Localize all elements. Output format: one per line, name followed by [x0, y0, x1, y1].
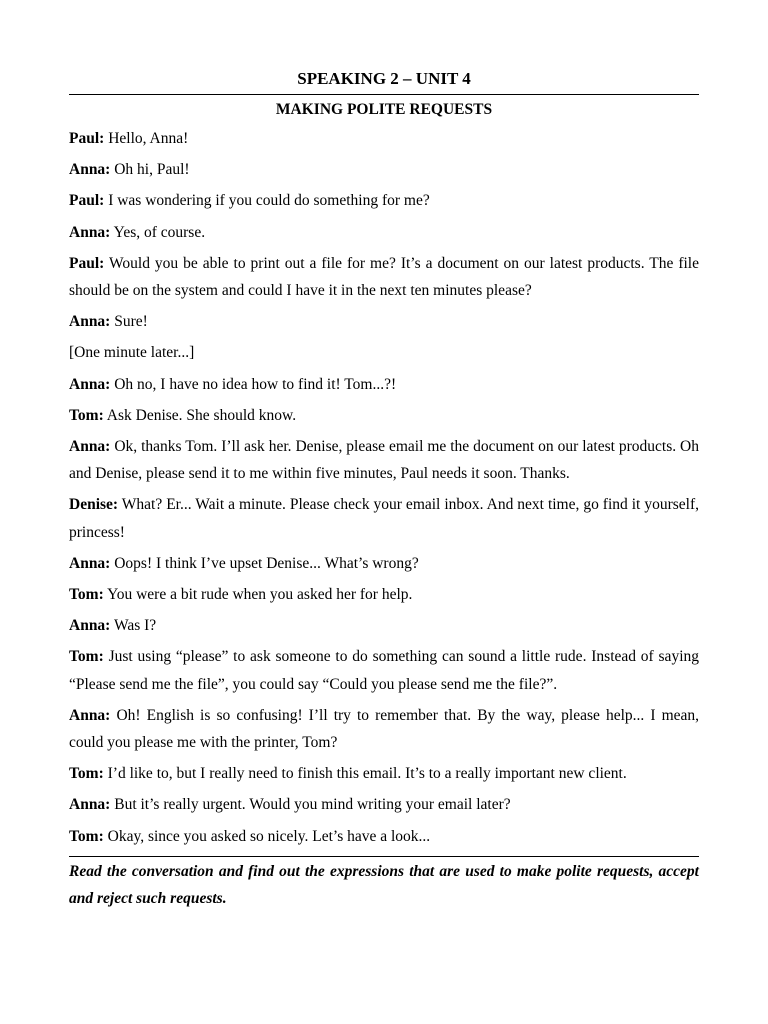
- document-subtitle: MAKING POLITE REQUESTS: [275, 101, 493, 118]
- line-text: Hello, Anna!: [108, 130, 189, 147]
- dialogue-line: [69, 402, 699, 429]
- document-title: SPEAKING 2 – UNIT 4: [297, 69, 471, 88]
- speaker-name: Anna:: [69, 161, 111, 179]
- speaker-name: Anna:: [69, 438, 111, 456]
- dialogue-line: [69, 491, 699, 545]
- dialogue-line: [69, 550, 699, 577]
- line-text: [One minute later...]: [69, 344, 195, 362]
- dialogue-line: [69, 791, 699, 818]
- dialogue-line: [69, 250, 699, 304]
- speaker-name: Tom:: [69, 765, 104, 783]
- line-text: Ask Denise. She should know.: [106, 406, 297, 424]
- line-text: Oh hi, Paul!: [114, 161, 190, 179]
- dialogue-line: [69, 219, 699, 246]
- speaker-name: Tom:: [69, 648, 104, 666]
- line-text: Sure!: [114, 313, 148, 331]
- speaker-name: Tom:: [69, 586, 104, 604]
- speaker-name: Anna:: [69, 554, 111, 572]
- dialogue-line: [69, 760, 699, 787]
- dialogue-line: [69, 339, 699, 366]
- line-text: I’d like to, but I really need to finish this email. It’s to a really important new client.: [107, 765, 627, 783]
- line-text: Oh no, I have no idea how to find it! Tom...?!: [114, 375, 397, 393]
- speaker-name: Anna:: [69, 223, 111, 241]
- dialogue-line: [69, 156, 699, 183]
- instruction-text: Read the conversation and find out the expressions that are used to make polite requests, accept and reject such requests.: [69, 862, 699, 907]
- line-text: You were a bit rude when you asked her for help.: [107, 586, 413, 604]
- instruction-divider: [69, 856, 699, 857]
- line-text: Would you be able to print out a file for me? It’s a document on our latest products. The file should be on the system and could I have it in the next ten minutes please?: [69, 254, 699, 300]
- dialogue: [69, 125, 699, 850]
- dialogue-line: [69, 125, 699, 152]
- line-text: Okay, since you asked so nicely. Let’s have a look...: [107, 827, 431, 845]
- line-text: Oops! I think I’ve upset Denise... What’s wrong?: [114, 554, 419, 572]
- line-text: But it’s really urgent. Would you mind writing your email later?: [114, 796, 511, 814]
- speaker-name: Anna:: [69, 375, 111, 393]
- dialogue-line: [69, 702, 699, 756]
- dialogue-line: [69, 612, 699, 639]
- dialogue-line: [69, 433, 699, 487]
- line-text: Ok, thanks Tom. I’ll ask her. Denise, please email me the document on our latest products. Oh and Denise, please send it to me within five minutes, Paul needs it soon. Thanks.: [69, 438, 700, 483]
- dialogue-line: [69, 643, 699, 697]
- dialogue-line: [69, 308, 699, 335]
- line-text: Was I?: [113, 617, 157, 635]
- line-text: Oh! English is so confusing! I’ll try to remember that. By the way, please help... I mean, could you please me with the printer, Tom?: [69, 706, 700, 752]
- dialogue-line: [69, 371, 699, 398]
- document-page: [69, 64, 699, 912]
- speaker-name: Anna:: [69, 617, 111, 635]
- line-text: Just using “please” to ask someone to do something can sound a little rude. Instead of saying “Please send me the file”, you could say “Could you please send me the file?”.: [69, 648, 699, 693]
- line-text: I was wondering if you could do something for me?: [108, 192, 430, 210]
- speaker-name: Anna:: [69, 313, 111, 331]
- speaker-name: Paul:: [69, 130, 105, 147]
- speaker-name: Paul:: [69, 192, 105, 210]
- speaker-name: Anna:: [69, 706, 111, 724]
- dialogue-line: [69, 581, 699, 608]
- dialogue-line: [69, 823, 699, 850]
- speaker-name: Anna:: [69, 796, 111, 814]
- line-text: Yes, of course.: [113, 223, 206, 241]
- line-text: What? Er... Wait a minute. Please check your email inbox. And next time, go find it yourself, princess!: [69, 496, 699, 541]
- speaker-name: Paul:: [69, 254, 105, 272]
- title-divider: [69, 94, 699, 95]
- speaker-name: Denise:: [69, 496, 119, 514]
- speaker-name: Tom:: [69, 827, 104, 845]
- dialogue-line: [69, 187, 699, 214]
- speaker-name: Tom:: [69, 406, 104, 424]
